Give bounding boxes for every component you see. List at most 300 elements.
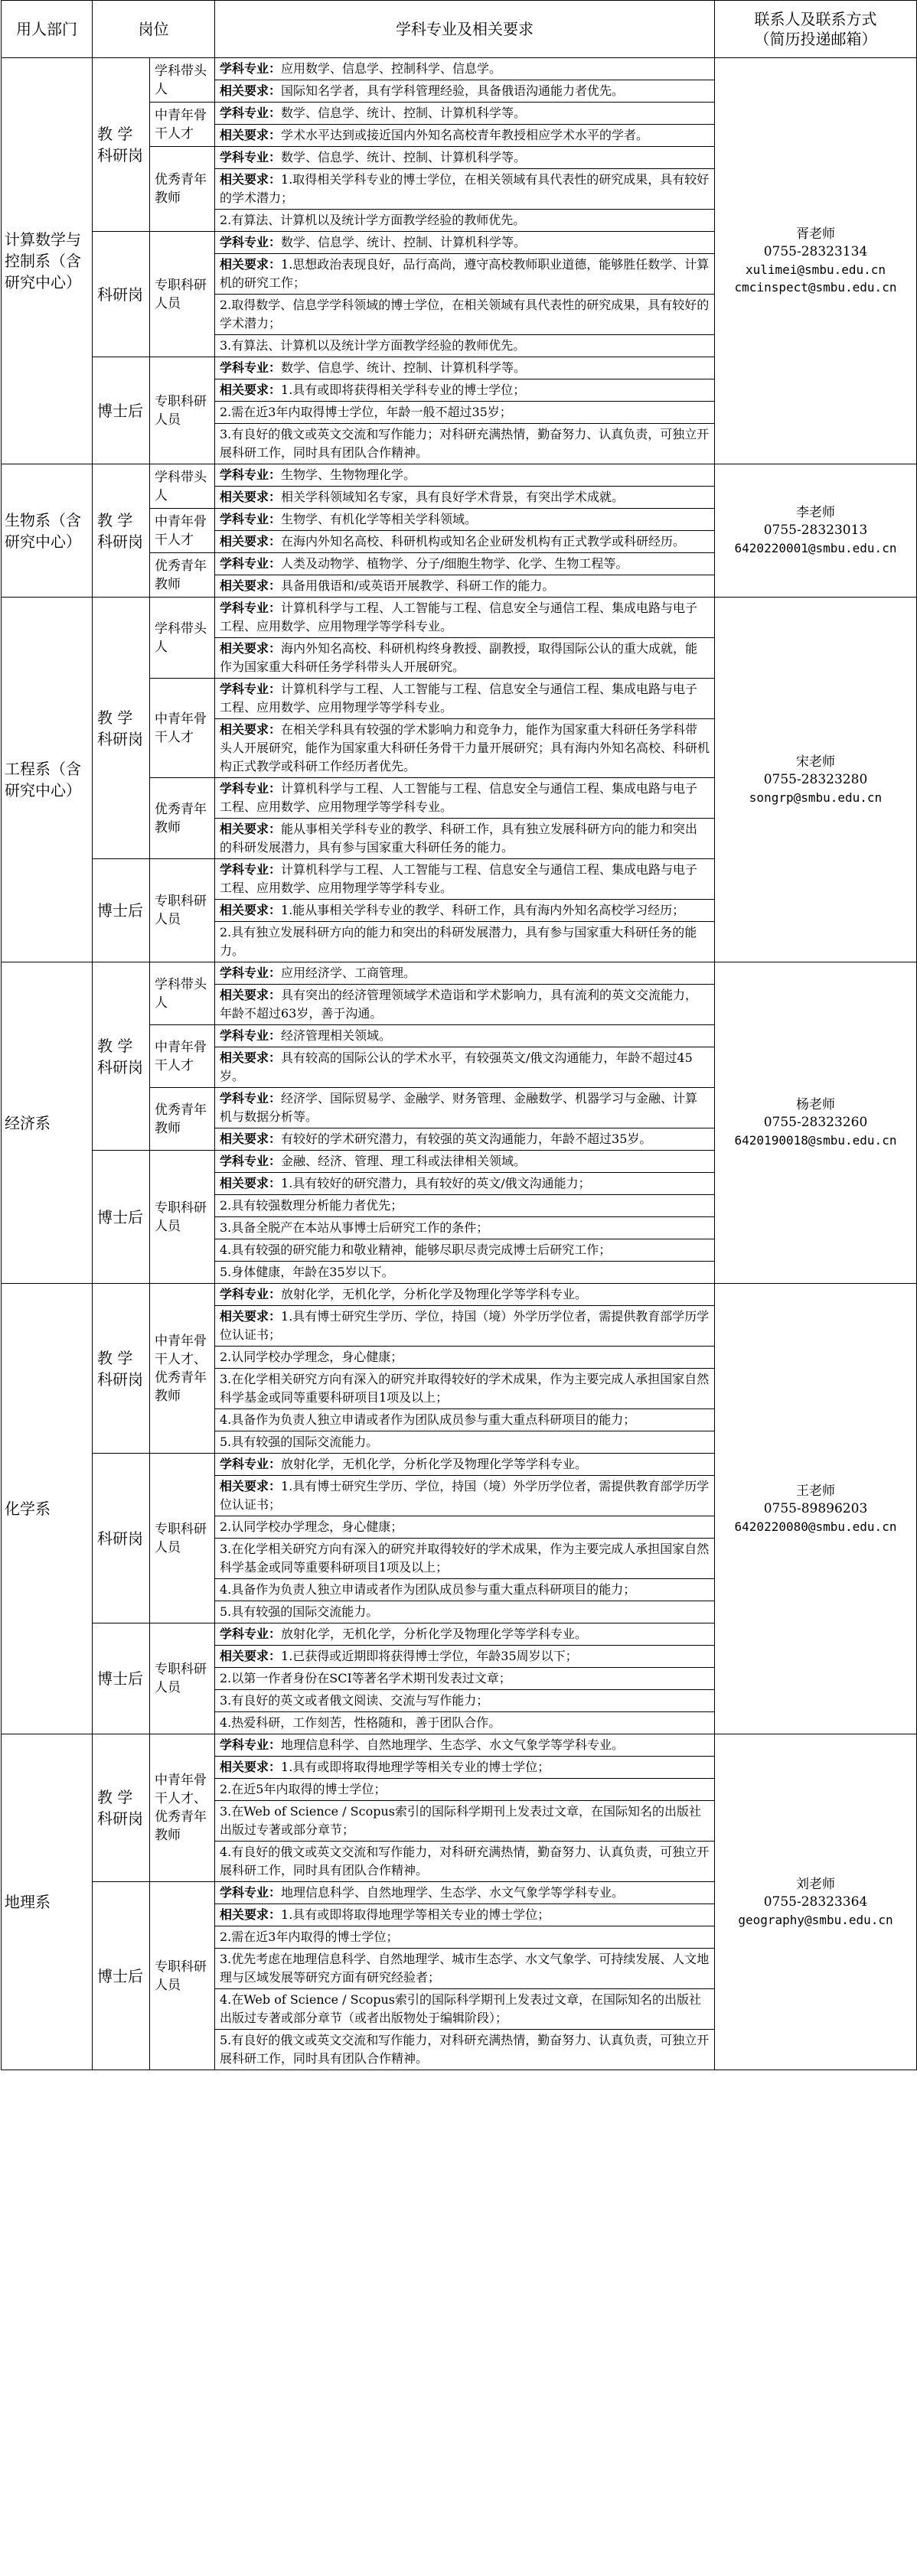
requirement-line bbox=[220, 1089, 710, 1126]
requirement-text: 2.有算法、计算机以及统计学方面教学经验的教师优先。 bbox=[220, 213, 526, 227]
requirement-line bbox=[220, 1540, 710, 1577]
requirement-text: 3.优先考虑在地理信息科学、自然地理学、城市生态学、水文气象学、可持续发展、人文地理与区域发展等研究方面有研究经验者； bbox=[220, 1952, 710, 1985]
category-name: 教 学 科研岗 bbox=[93, 1734, 150, 1882]
position-name: 专职科研人员 bbox=[150, 1151, 215, 1284]
category-name: 博士后 bbox=[93, 1882, 150, 2070]
position-name: 专职科研人员 bbox=[150, 1623, 215, 1734]
requirement-text: 经济学、国际贸易学、金融学、财务管理、金融数学、机器学习与金融、计算机与数据分析等。 bbox=[220, 1091, 698, 1124]
position-name: 中青年骨干人才、优秀青年教师 bbox=[150, 1734, 215, 1882]
line-separator bbox=[215, 818, 714, 819]
requirement-text: 海内外知名高校、科研机构终身教授、副教授，取得国际公认的重大成就，能作为国家重大科研任务学科带头人开展研究。 bbox=[220, 641, 698, 674]
requirement-label: 学科专业： bbox=[220, 61, 282, 76]
dept-name: 计算数学与控制系（含研究中心） bbox=[2, 58, 93, 464]
requirements-cell bbox=[215, 147, 715, 232]
requirement-label: 学科专业： bbox=[220, 966, 282, 980]
contact-email[interactable]: 6420220080@smbu.edu.cn bbox=[734, 1519, 897, 1534]
requirement-label: 学科专业： bbox=[220, 1028, 282, 1043]
requirements-cell bbox=[215, 464, 715, 509]
contact-person: 杨老师 bbox=[796, 1097, 835, 1112]
requirements-cell bbox=[215, 1151, 715, 1284]
requirement-line bbox=[220, 1433, 710, 1451]
requirement-label: 相关要求： bbox=[220, 822, 282, 836]
line-separator bbox=[215, 1346, 714, 1347]
requirement-label: 学科专业： bbox=[220, 512, 282, 526]
line-separator bbox=[215, 921, 714, 922]
requirement-line bbox=[220, 901, 710, 920]
requirement-line bbox=[220, 964, 710, 982]
requirement-text: 应用数学、信息学、控制科学、信息学。 bbox=[281, 61, 502, 76]
requirement-line bbox=[220, 148, 710, 167]
contact-email[interactable]: songrp@smbu.edu.cn bbox=[749, 790, 883, 805]
requirement-label: 相关要求： bbox=[220, 1132, 282, 1146]
line-separator bbox=[215, 1216, 714, 1217]
category-name: 教 学 科研岗 bbox=[93, 1284, 150, 1454]
line-separator bbox=[215, 1261, 714, 1262]
contact-email[interactable]: geography@smbu.edu.cn bbox=[738, 1912, 893, 1927]
requirements-cell bbox=[215, 1454, 715, 1623]
requirement-line bbox=[220, 1603, 710, 1621]
line-separator bbox=[215, 294, 714, 295]
requirement-text: 4.在Web of Science / Scopus索引的国际科学期刊上发表过文章，在国际知名的出版社出版过专著或部分章节（或者出版物处于编辑阶段）； bbox=[220, 1992, 701, 2025]
requirement-line bbox=[220, 577, 710, 595]
category-name: 科研岗 bbox=[93, 232, 150, 357]
requirement-label: 学科专业： bbox=[220, 1287, 282, 1301]
line-separator bbox=[215, 718, 714, 719]
requirement-label: 相关要求： bbox=[220, 903, 282, 917]
requirement-line bbox=[220, 337, 710, 355]
requirement-text: 具有突出的经济管理领域学术造诣和学术影响力，具有流利的英文交流能力，年龄不超过63岁，善于沟通。 bbox=[220, 988, 698, 1021]
requirement-line bbox=[220, 1736, 710, 1754]
line-separator bbox=[215, 1305, 714, 1306]
table-row bbox=[2, 464, 917, 509]
requirement-text: 3.具备全脱产在本站从事博士后研究工作的条件； bbox=[220, 1220, 489, 1235]
requirements-cell bbox=[215, 1088, 715, 1151]
requirement-line bbox=[220, 403, 710, 422]
requirements-cell bbox=[215, 357, 715, 464]
requirement-line bbox=[220, 1714, 710, 1732]
requirement-line bbox=[220, 820, 710, 857]
requirement-label: 相关要求： bbox=[220, 1479, 282, 1493]
contact-phone: 0755-28323013 bbox=[763, 523, 868, 538]
requirement-text: 数学、信息学、统计、控制、计算机科学等。 bbox=[281, 150, 527, 164]
requirement-label: 相关要求： bbox=[220, 988, 282, 1002]
requirement-label: 相关要求： bbox=[220, 383, 282, 397]
line-separator bbox=[215, 1988, 714, 1989]
requirement-label: 学科专业： bbox=[220, 601, 282, 615]
requirements-cell bbox=[215, 598, 715, 679]
requirement-text: 计算机科学与工程、人工智能与工程、信息安全与通信工程、集成电路与电子工程、应用数学、应用物理学等学科专业。 bbox=[220, 682, 698, 715]
line-separator bbox=[215, 1756, 714, 1757]
recruitment-table bbox=[1, 0, 917, 2070]
requirement-text: 放射化学，无机化学，分析化学及物理化学等学科专业。 bbox=[281, 1627, 588, 1641]
requirement-label: 相关要求： bbox=[220, 83, 282, 98]
requirement-text: 放射化学，无机化学，分析化学及物理化学等学科专业。 bbox=[281, 1287, 588, 1301]
requirement-text: 2.需在近3年内取得的博士学位； bbox=[220, 1930, 399, 1944]
requirement-line bbox=[220, 425, 710, 462]
requirements-cell bbox=[215, 1284, 715, 1454]
table-header-row bbox=[2, 1, 917, 58]
requirement-line bbox=[220, 60, 710, 78]
requirement-line bbox=[220, 171, 710, 207]
requirement-line bbox=[220, 1130, 710, 1148]
line-separator bbox=[215, 1194, 714, 1195]
requirement-text: 1.具有或即将取得地理学等相关专业的博士学位； bbox=[281, 1760, 550, 1774]
requirement-text: 1.能从事相关学科专业的教学、科研工作，具有海内外知名高校学习经历； bbox=[281, 903, 685, 917]
contact-phone: 0755-89896203 bbox=[763, 1500, 868, 1516]
requirement-text: 5.具有较强的国际交流能力。 bbox=[220, 1435, 379, 1449]
requirement-label: 相关要求： bbox=[220, 490, 282, 504]
requirement-line bbox=[220, 82, 710, 100]
requirement-text: 5.具有较强的国际交流能力。 bbox=[220, 1604, 379, 1619]
requirement-line bbox=[220, 211, 710, 230]
contact-email[interactable]: 6420190018@smbu.edu.cn bbox=[734, 1133, 897, 1148]
requirement-text: 2.取得数学、信息学学科领域的博士学位，在相关领域有具代表性的研究成果，具有较好的学术潜力； bbox=[220, 298, 710, 331]
requirement-line bbox=[220, 233, 710, 252]
line-separator bbox=[215, 1948, 714, 1949]
line-separator bbox=[215, 530, 714, 531]
requirement-label: 相关要求： bbox=[220, 534, 282, 549]
category-name: 博士后 bbox=[93, 357, 150, 464]
requirements-cell bbox=[215, 1025, 715, 1088]
contact-phone: 0755-28323260 bbox=[763, 1115, 868, 1130]
contact-cell bbox=[715, 962, 917, 1284]
requirement-text: 生物学、生物物理化学。 bbox=[281, 467, 416, 482]
contact-email[interactable]: 6420220001@smbu.edu.cn bbox=[734, 541, 897, 555]
requirements-cell bbox=[215, 679, 715, 778]
requirement-line bbox=[220, 986, 710, 1023]
requirement-line bbox=[220, 1884, 710, 1902]
line-separator bbox=[215, 253, 714, 254]
requirement-text: 2.需在近3年内取得博士学位，年龄一般不超过35岁； bbox=[220, 405, 512, 419]
requirement-text: 5.身体健康，年龄在35岁以下。 bbox=[220, 1265, 394, 1279]
requirement-line bbox=[220, 2031, 710, 2068]
requirement-line bbox=[220, 1991, 710, 2027]
position-name: 中青年骨干人才 bbox=[150, 509, 215, 553]
requirement-line bbox=[220, 1348, 710, 1366]
requirement-text: 2.认同学校办学理念，身心健康； bbox=[220, 1519, 403, 1534]
position-name: 专职科研人员 bbox=[150, 357, 215, 464]
requirement-text: 3.有良好的英文或者俄文阅读、交流与写作能力； bbox=[220, 1693, 489, 1708]
requirement-label: 学科专业： bbox=[220, 1457, 282, 1471]
requirement-text: 金融、经济、管理、理工科或法律相关领域。 bbox=[281, 1154, 527, 1168]
requirement-text: 有较好的学术研究潜力，有较强的英文沟通能力，年龄不超过35岁。 bbox=[281, 1132, 652, 1146]
requirement-text: 计算机科学与工程、人工智能与工程、信息安全与通信工程、集成电路与电子工程、应用数学、应用物理学等学科专业。 bbox=[220, 601, 698, 633]
requirements-cell bbox=[215, 859, 715, 962]
requirements-cell bbox=[215, 103, 715, 147]
requirement-label: 学科专业： bbox=[220, 106, 282, 120]
contact-person: 王老师 bbox=[796, 1483, 835, 1499]
requirement-line bbox=[220, 640, 710, 676]
line-separator bbox=[215, 168, 714, 169]
position-name: 学科带头人 bbox=[150, 58, 215, 103]
contact-cell bbox=[715, 464, 917, 598]
dept-name: 经济系 bbox=[2, 962, 93, 1284]
requirement-text: 计算机科学与工程、人工智能与工程、信息安全与通信工程、集成电路与电子工程、应用数学、应用物理学等学科专业。 bbox=[220, 781, 698, 814]
position-name: 专职科研人员 bbox=[150, 1454, 215, 1623]
requirement-line bbox=[220, 680, 710, 717]
line-separator bbox=[215, 637, 714, 638]
requirement-line bbox=[220, 510, 710, 529]
contact-email[interactable]: cmcinspect@smbu.edu.cn bbox=[734, 280, 897, 295]
requirements-cell bbox=[215, 509, 715, 553]
requirements-cell bbox=[215, 553, 715, 598]
requirement-line bbox=[220, 1518, 710, 1536]
header-position: 岗位 bbox=[93, 1, 215, 58]
line-separator bbox=[215, 209, 714, 210]
requirement-line bbox=[220, 104, 710, 122]
position-name: 中青年骨干人才 bbox=[150, 679, 215, 778]
requirement-line bbox=[220, 532, 710, 551]
table-row bbox=[2, 1284, 917, 1454]
line-separator bbox=[215, 1538, 714, 1539]
requirement-text: 4.具有较强的研究能力和敬业精神，能够尽职尽责完成博士后研究工作； bbox=[220, 1242, 612, 1257]
contact-cell bbox=[715, 1734, 917, 2070]
position-name: 中青年骨干人才 bbox=[150, 103, 215, 147]
requirement-line bbox=[220, 1928, 710, 1946]
requirement-line bbox=[220, 1197, 710, 1215]
requirement-text: 1.具有博士研究生学历、学位，持国（境）外学历学位者，需提供教育部学历学位认证书； bbox=[220, 1479, 710, 1512]
requirement-label: 相关要求： bbox=[220, 578, 282, 593]
position-name: 中青年骨干人才、优秀青年教师 bbox=[150, 1284, 215, 1454]
header-contact bbox=[715, 1, 917, 58]
requirement-line bbox=[220, 555, 710, 573]
requirement-line bbox=[220, 1263, 710, 1281]
requirement-text: 数学、信息学、统计、控制、计算机科学等。 bbox=[281, 235, 527, 249]
requirement-line bbox=[220, 1285, 710, 1304]
requirement-text: 5.有良好的俄文或英文交流和写作能力，对科研充满热情，勤奋努力、认真负责，可独立开展科研工作，同时具有团队合作精神。 bbox=[220, 2033, 710, 2066]
requirement-text: 在相关学科具有较强的学术影响力和竞争力，能作为国家重大科研任务学科带头人开展研究，能作为国家重大科研任务骨干力量开展研究；具有海内外知名高校、科研机构正式教学或科研工作经历者优先。 bbox=[220, 722, 710, 773]
requirement-line bbox=[220, 1241, 710, 1259]
category-name: 教 学 科研岗 bbox=[93, 58, 150, 232]
requirement-line bbox=[220, 1027, 710, 1045]
category-name: 科研岗 bbox=[93, 1454, 150, 1623]
line-separator bbox=[215, 124, 714, 125]
requirement-label: 学科专业： bbox=[220, 682, 282, 696]
line-separator bbox=[215, 401, 714, 402]
requirement-text: 计算机科学与工程、人工智能与工程、信息安全与通信工程、集成电路与电子工程、应用数学、应用物理学等学科专业。 bbox=[220, 862, 698, 895]
requirement-label: 相关要求： bbox=[220, 257, 282, 272]
requirement-text: 3.在化学相关研究方向有深入的研究并取得较好的学术成果，作为主要完成人承担国家自然科学基金或同等重要科研项目1项及以上； bbox=[220, 1372, 710, 1405]
requirement-line bbox=[220, 1647, 710, 1666]
table-row bbox=[2, 962, 917, 1025]
contact-phone: 0755-28323134 bbox=[763, 244, 868, 259]
requirement-label: 相关要求： bbox=[220, 641, 282, 656]
dept-name: 生物系（含研究中心） bbox=[2, 464, 93, 598]
table-row bbox=[2, 598, 917, 679]
requirement-line bbox=[220, 923, 710, 960]
requirement-line bbox=[220, 381, 710, 399]
header-dept: 用人部门 bbox=[2, 1, 93, 58]
contact-email[interactable]: xulimei@smbu.edu.cn bbox=[745, 262, 886, 277]
requirement-label: 相关要求： bbox=[220, 1176, 282, 1190]
requirement-label: 学科专业： bbox=[220, 1627, 282, 1641]
requirement-line bbox=[220, 1780, 710, 1799]
contact-phone: 0755-28323280 bbox=[763, 771, 868, 787]
requirement-text: 2.以第一作者身份在SCI等著名学术期刊发表过文章； bbox=[220, 1671, 511, 1685]
requirement-text: 3.在化学相关研究方向有深入的研究并取得较好的学术成果，作为主要完成人承担国家自然科学基金或同等重要科研项目1项及以上； bbox=[220, 1542, 710, 1575]
requirement-text: 4.有良好的俄文或英文交流和写作能力，对科研充满热情，勤奋努力、认真负责，可独立开展科研工作，同时具有团队合作精神。 bbox=[220, 1845, 710, 1877]
requirement-label: 学科专业： bbox=[220, 360, 282, 375]
requirement-label: 学科专业： bbox=[220, 556, 282, 571]
position-name: 优秀青年教师 bbox=[150, 1088, 215, 1151]
requirements-cell bbox=[215, 232, 715, 357]
table-row bbox=[2, 1734, 917, 1882]
requirement-line bbox=[220, 721, 710, 776]
requirement-line bbox=[220, 1152, 710, 1171]
line-separator bbox=[215, 1578, 714, 1579]
position-name: 专职科研人员 bbox=[150, 859, 215, 962]
requirement-text: 数学、信息学、统计、控制、计算机科学等。 bbox=[281, 360, 527, 375]
requirement-label: 学科专业： bbox=[220, 235, 282, 249]
header-requirements: 学科专业及相关要求 bbox=[215, 1, 715, 58]
requirement-text: 3.有算法、计算机以及统计学方面教学经验的教师优先。 bbox=[220, 338, 526, 353]
position-name: 专职科研人员 bbox=[150, 232, 215, 357]
requirement-line bbox=[220, 780, 710, 816]
requirement-label: 相关要求： bbox=[220, 1050, 282, 1065]
requirement-label: 相关要求： bbox=[220, 1649, 282, 1663]
position-name: 专职科研人员 bbox=[150, 1882, 215, 2070]
requirement-label: 相关要求： bbox=[220, 1309, 282, 1324]
requirement-text: 4.热爱科研，工作刻苦，性格随和，善于团队合作。 bbox=[220, 1715, 501, 1730]
requirement-text: 地理信息科学、自然地理学、生态学、水文气象学等学科专业。 bbox=[281, 1737, 625, 1752]
requirement-text: 相关学科领域知名专家，具有良好学术背景，有突出学术成就。 bbox=[281, 490, 625, 504]
requirement-line bbox=[220, 1477, 710, 1514]
contact-person: 刘老师 bbox=[796, 1876, 835, 1892]
requirement-line bbox=[220, 1219, 710, 1237]
dept-name: 地理系 bbox=[2, 1734, 93, 2070]
requirement-line bbox=[220, 359, 710, 377]
requirement-line bbox=[220, 1669, 710, 1688]
position-name: 学科带头人 bbox=[150, 598, 215, 679]
requirement-label: 相关要求： bbox=[220, 1760, 282, 1774]
contact-cell bbox=[715, 598, 917, 962]
requirement-line bbox=[220, 256, 710, 292]
requirement-text: 2.具有独立发展科研方向的能力和突出的科研发展潜力，具有参与国家重大科研任务的能力。 bbox=[220, 925, 697, 958]
requirement-text: 4.具备作为负责人独立申请或者作为团队成员参与重大重点科研项目的能力； bbox=[220, 1582, 636, 1597]
requirement-text: 1.思想政治表现良好，品行高尚，遵守高校教师职业道德，能够胜任数学、计算机的研究工作； bbox=[220, 257, 710, 290]
dept-name: 化学系 bbox=[2, 1284, 93, 1734]
requirement-label: 学科专业： bbox=[220, 1154, 282, 1168]
table-body bbox=[2, 58, 917, 2070]
requirement-text: 1.具有或即将取得地理学等相关专业的博士学位； bbox=[281, 1907, 550, 1922]
requirement-label: 相关要求： bbox=[220, 128, 282, 142]
line-separator bbox=[215, 1689, 714, 1690]
requirement-text: 4.具备作为负责人独立申请或者作为团队成员参与重大重点科研项目的能力； bbox=[220, 1412, 636, 1427]
line-separator bbox=[215, 1778, 714, 1779]
requirement-text: 在海内外知名高校、科研机构或知名企业研发机构有正式教学或科研经历。 bbox=[281, 534, 686, 549]
requirement-line bbox=[220, 1950, 710, 1987]
line-separator bbox=[215, 1475, 714, 1476]
category-name: 博士后 bbox=[93, 1151, 150, 1284]
requirement-line bbox=[220, 1411, 710, 1429]
requirement-text: 数学、信息学、统计、控制、计算机科学等。 bbox=[281, 106, 527, 120]
contact-person: 宋老师 bbox=[796, 754, 835, 770]
line-separator bbox=[215, 1711, 714, 1712]
line-separator bbox=[215, 2029, 714, 2030]
contact-phone: 0755-28323364 bbox=[763, 1894, 868, 1910]
requirement-label: 相关要求： bbox=[220, 1907, 282, 1922]
requirements-cell bbox=[215, 1882, 715, 2070]
requirement-text: 2.在近5年内取得的博士学位； bbox=[220, 1782, 387, 1796]
position-name: 学科带头人 bbox=[150, 464, 215, 509]
requirement-label: 学科专业： bbox=[220, 1091, 282, 1106]
requirement-text: 2.认同学校办学理念，身心健康； bbox=[220, 1350, 403, 1364]
position-name: 优秀青年教师 bbox=[150, 778, 215, 859]
requirement-line bbox=[220, 466, 710, 484]
requirement-label: 相关要求： bbox=[220, 722, 282, 737]
line-separator bbox=[215, 334, 714, 335]
requirement-line bbox=[220, 1625, 710, 1643]
position-name: 优秀青年教师 bbox=[150, 147, 215, 232]
requirement-label: 学科专业： bbox=[220, 467, 282, 482]
line-separator bbox=[215, 1408, 714, 1409]
line-separator bbox=[215, 1667, 714, 1668]
line-separator bbox=[215, 899, 714, 900]
category-name: 教 学 科研岗 bbox=[93, 598, 150, 859]
requirement-text: 地理信息科学、自然地理学、生态学、水文气象学等学科专业。 bbox=[281, 1885, 625, 1900]
category-name: 教 学 科研岗 bbox=[93, 464, 150, 598]
header-contact-line2: （简历投递邮箱） bbox=[754, 30, 877, 48]
position-name: 优秀青年教师 bbox=[150, 553, 215, 598]
line-separator bbox=[215, 984, 714, 985]
line-separator bbox=[215, 486, 714, 487]
requirement-text: 学术水平达到或接近国内外知名高校青年教授相应学术水平的学者。 bbox=[281, 128, 649, 142]
requirements-cell bbox=[215, 778, 715, 859]
dept-name: 工程系（含研究中心） bbox=[2, 598, 93, 962]
header-contact-line1: 联系人及联系方式 bbox=[754, 10, 877, 28]
line-separator bbox=[215, 1645, 714, 1646]
position-name: 学科带头人 bbox=[150, 962, 215, 1025]
line-separator bbox=[215, 1368, 714, 1369]
contact-person: 胥老师 bbox=[796, 226, 835, 242]
requirement-text: 2.具有较强数理分析能力者优先； bbox=[220, 1198, 403, 1213]
requirement-text: 1.具有博士研究生学历、学位，持国（境）外学历学位者，需提供教育部学历学位认证书； bbox=[220, 1309, 710, 1342]
requirement-text: 具备用俄语和/或英语开展教学、科研工作的能力。 bbox=[281, 578, 555, 593]
requirement-line bbox=[220, 1843, 710, 1880]
requirement-text: 应用经济学、工商管理。 bbox=[281, 966, 416, 980]
requirement-text: 经济管理相关领域。 bbox=[281, 1028, 392, 1043]
category-name: 教 学 科研岗 bbox=[93, 962, 150, 1151]
requirement-text: 具有较高的国际公认的学术水平，有较强英文/俄文沟通能力，年龄不超过45岁。 bbox=[220, 1050, 693, 1083]
requirement-label: 学科专业： bbox=[220, 1885, 282, 1900]
requirements-cell bbox=[215, 58, 715, 103]
requirement-text: 1.具有较好的研究潜力，具有较好的英文/俄文沟通能力； bbox=[281, 1176, 591, 1190]
category-name: 博士后 bbox=[93, 1623, 150, 1734]
line-separator bbox=[215, 1800, 714, 1801]
requirement-line bbox=[220, 1174, 710, 1193]
requirement-text: 放射化学，无机化学，分析化学及物理化学等学科专业。 bbox=[281, 1457, 588, 1471]
requirement-label: 学科专业： bbox=[220, 1737, 282, 1752]
requirement-line bbox=[220, 1906, 710, 1924]
requirement-line bbox=[220, 296, 710, 333]
requirement-line bbox=[220, 1049, 710, 1086]
requirement-text: 1.取得相关学科专业的博士学位，在相关领域有具代表性的研究成果，具有较好的学术潜力； bbox=[220, 172, 710, 205]
requirement-text: 国际知名学者，具有学科管理经验，具备俄语沟通能力者优先。 bbox=[281, 83, 625, 98]
requirement-label: 相关要求： bbox=[220, 172, 282, 187]
requirement-text: 1.具有或即将获得相关学科专业的博士学位； bbox=[281, 383, 526, 397]
contact-person: 李老师 bbox=[796, 505, 835, 520]
requirement-text: 1.已获得或近期即将获得博士学位，年龄35周岁以下； bbox=[281, 1649, 578, 1663]
line-separator bbox=[215, 1841, 714, 1842]
requirement-label: 学科专业： bbox=[220, 150, 282, 164]
requirement-text: 3.有良好的俄文或英文交流和写作能力；对科研充满热情，勤奋努力、认真负责，可独立开展科研工作，同时具有团队合作精神。 bbox=[220, 427, 710, 460]
line-separator bbox=[215, 423, 714, 424]
requirement-label: 学科专业： bbox=[220, 781, 282, 796]
requirement-line bbox=[220, 1370, 710, 1407]
requirement-text: 能从事相关学科专业的教学、科研工作，具有独立发展科研方向的能力和突出的科研发展潜力，具有参与国家重大科研任务的能力。 bbox=[220, 822, 698, 855]
line-separator bbox=[215, 1172, 714, 1173]
table-row bbox=[2, 58, 917, 103]
